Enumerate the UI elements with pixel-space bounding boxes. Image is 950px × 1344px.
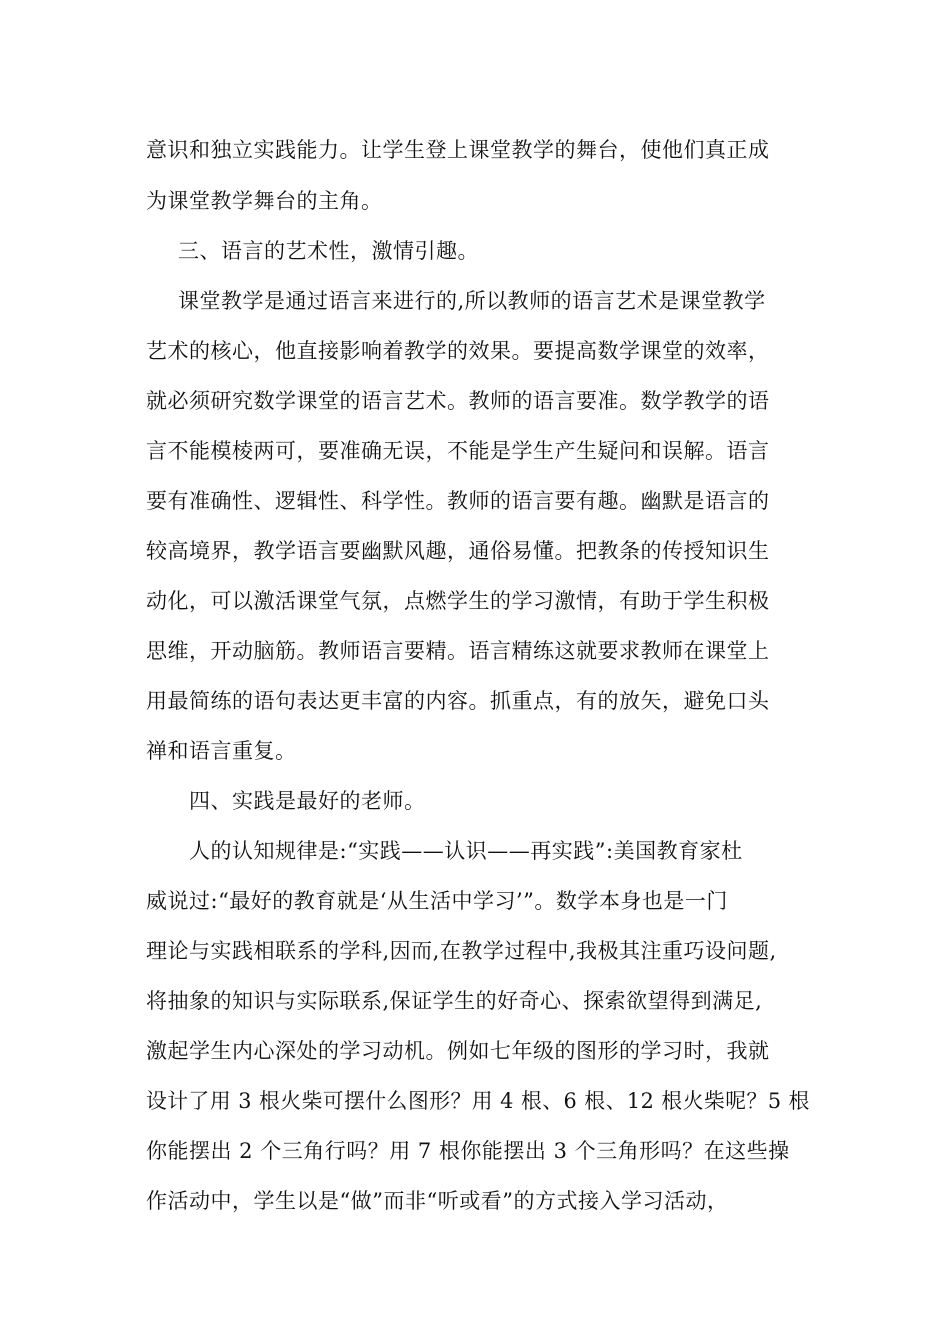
text-line: 意识和独立实践能力。让学生登上课堂教学的舞台，使他们真正成: [146, 138, 770, 162]
text-line: 言不能模棱两可，要准确无误，不能是学生产生疑问和误解。语言: [146, 439, 770, 463]
text-line: 威说过:“最好的教育就是‘从生活中学习’”。数学本身也是一门: [146, 889, 728, 913]
text-line: 理论与实践相联系的学科,因而,在教学过程中,我极其注重巧设问题,: [146, 939, 777, 963]
text-line: 禅和语言重复。: [146, 739, 297, 763]
text-line: 激起学生内心深处的学习动机。例如七年级的图形的学习时，我就: [146, 1039, 770, 1063]
text-line: 艺术的核心，他直接影响着教学的效果。要提高数学课堂的效率，: [146, 339, 770, 363]
text-line: 较高境界，教学语言要幽默风趣，通俗易懂。把教条的传授知识生: [146, 539, 770, 563]
text-line: 为课堂教学舞台的主角。: [146, 189, 383, 213]
section-heading: 三、语言的艺术性，激情引趣。: [178, 239, 479, 263]
text-line: 你能摆出 2 个三角行吗？用 7 根你能摆出 3 个三角形吗？在这些操: [146, 1139, 790, 1163]
text-line: 作活动中，学生以是“做”而非“听或看”的方式接入学习活动，: [146, 1189, 729, 1213]
text-line: 动化，可以激活课堂气氛，点燃学生的学习激情，有助于学生积极: [146, 589, 770, 613]
text-line: 课堂教学是通过语言来进行的,所以教师的语言艺术是课堂教学: [178, 289, 766, 313]
text-line: 用最简练的语句表达更丰富的内容。抓重点，有的放矢，避免口头: [146, 689, 770, 713]
text-line: 设计了用 3 根火柴可摆什么图形？用 4 根、6 根、12 根火柴呢？5 根: [146, 1089, 810, 1113]
text-line: 思维，开动脑筋。教师语言要精。语言精练这就要求教师在课堂上: [146, 639, 770, 663]
text-line: 要有准确性、逻辑性、科学性。教师的语言要有趣。幽默是语言的: [146, 489, 770, 513]
text-line: 人的认知规律是:“实践——认识——再实践”:美国教育家杜: [189, 839, 743, 863]
text-line: 就必须研究数学课堂的语言艺术。教师的语言要准。数学教学的语: [146, 389, 770, 413]
text-line: 将抽象的知识与实际联系,保证学生的好奇心、探索欲望得到满足,: [146, 989, 763, 1013]
section-heading: 四、实践是最好的老师。: [189, 789, 426, 813]
